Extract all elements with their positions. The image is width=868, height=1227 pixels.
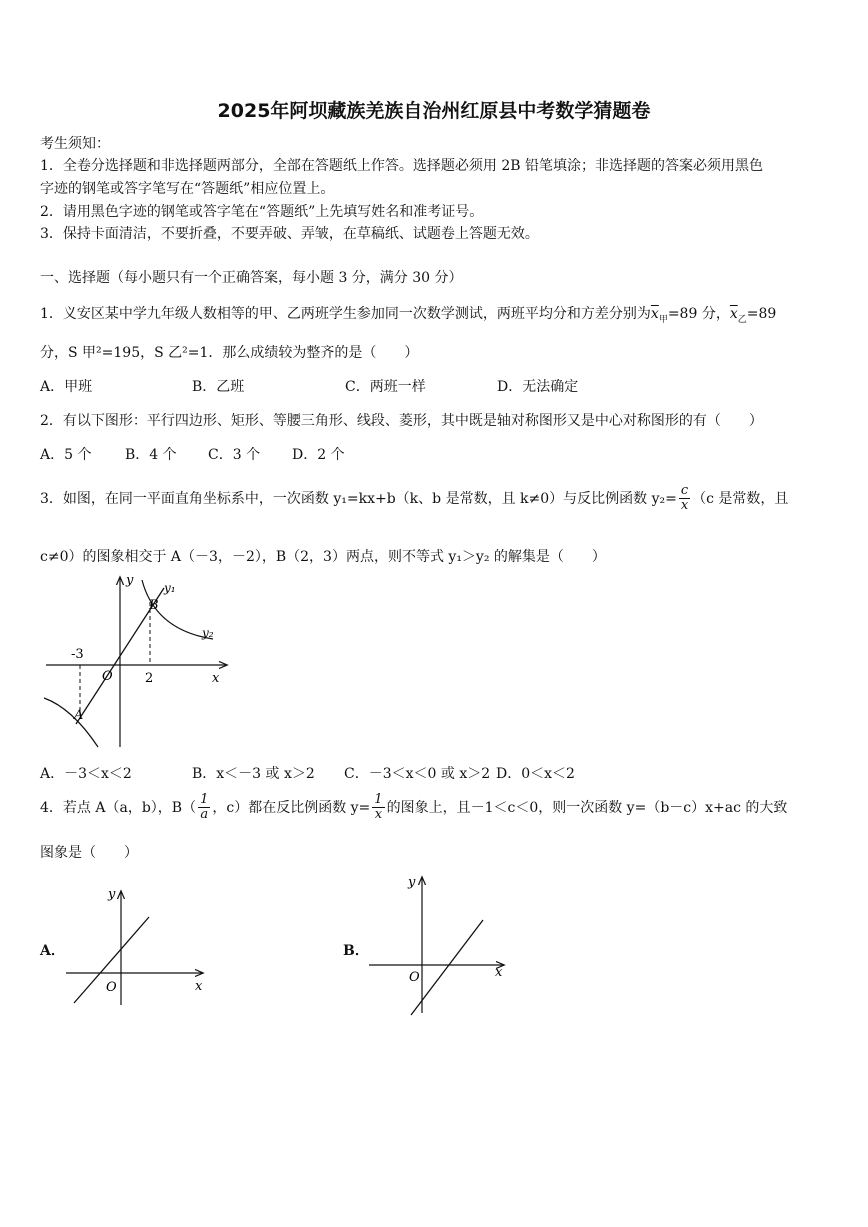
q3-line2: c≠0）的图象相交于 A（－3，－2），B（2，3）两点，则不等式 y₁＞y₂ 的解集是（ ） — [40, 549, 606, 565]
fig-label-y2: y₂ — [202, 626, 214, 640]
q4-option-a-label: A． — [40, 943, 65, 959]
q3-option-c: C．－3＜x＜0 或 x＞2 — [344, 766, 491, 782]
q1-option-a: A．甲班 — [40, 379, 93, 395]
fig-label-y1: y₁ — [164, 581, 176, 595]
hyperbola-y2-left — [44, 698, 98, 747]
notice-item-2: 2．请用黑色字迹的钢笔或答字笔在“答题纸”上先填写姓名和准考证号。 — [40, 204, 484, 220]
notice-item-3: 3．保持卡面清洁，不要折叠，不要弄破、弄皱，在草稿纸、试题卷上答题无效。 — [40, 226, 539, 242]
q3-fraction: $\frac{c}{x}$ — [680, 483, 689, 514]
q1-option-c: C．两班一样 — [345, 379, 426, 395]
q4-fraction-1: $\frac{1}{a}$ — [200, 792, 209, 823]
q1-sub-yi: 乙 — [737, 314, 747, 325]
q4-option-b-label: B． — [343, 943, 369, 959]
q3-option-d: D．0＜x＜2 — [496, 766, 575, 782]
notice-item-1a: 1．全卷分选择题和非选择题两部分，全部在答题纸上作答。选择题必须用 2B 铅笔填涂；非选择题的答案必须用黑色 — [40, 158, 763, 174]
q3-line1 — [40, 484, 788, 514]
fig-tick-neg3: -3 — [71, 647, 84, 662]
q1-option-b: B．乙班 — [192, 379, 245, 395]
q1-sub-jia: 甲 — [658, 314, 668, 325]
graph-b-label-origin: O — [409, 970, 420, 985]
q2-option-d: D．2 个 — [292, 447, 345, 463]
graph-a-label-x: x — [195, 979, 203, 994]
page-title: 2025年阿坝藏族羌族自治州红原县中考数学猜题卷 — [217, 100, 651, 122]
fig-label-b: B — [149, 598, 159, 613]
q1-text-a: 1．义安区某中学九年级人数相等的甲、乙两班学生参加同一次数学测试，两班平均分和方差分别为 — [40, 306, 651, 322]
notice-item-1b: 字迹的钢笔或答字笔写在“答题纸”相应位置上。 — [40, 181, 335, 197]
q2-option-b: B．4 个 — [125, 447, 177, 463]
q3-option-a: A．－3＜x＜2 — [40, 766, 132, 782]
q3-text-a: 3．如图，在同一平面直角坐标系中，一次函数 y₁=kx+b（k、b 是常数，且 k≠0）与反比例函数 y₂= — [40, 490, 677, 507]
q2-text: 2．有以下图形：平行四边形、矩形、等腰三角形、线段、菱形，其中既是轴对称图形又是中心对称图形的有（ ） — [40, 413, 763, 429]
q4-line2: 图象是（ ） — [40, 845, 138, 861]
q3-figure — [38, 572, 238, 752]
fig-label-y: y — [126, 573, 134, 588]
q4-text-b: ，c）都在反比例函数 y= — [212, 799, 371, 816]
q4-fraction-2: $\frac{1}{x}$ — [374, 792, 383, 823]
fig-label-origin: O — [102, 669, 113, 684]
q4-text-c: 的图象上，且－1＜c＜0，则一次函数 y=（b－c）x+ac 的大致 — [386, 799, 788, 816]
q3-option-b: B．x＜－3 或 x＞2 — [192, 766, 315, 782]
q2-option-c: C．3 个 — [208, 447, 261, 463]
q4-graph-b — [365, 868, 525, 1018]
notice-heading: 考生须知： — [40, 136, 110, 152]
graph-a-label-origin: O — [106, 980, 117, 995]
q1-eq2: =89 — [746, 306, 777, 322]
q2-option-a: A．5 个 — [40, 447, 92, 463]
graph-b-label-x: x — [495, 965, 503, 980]
q1-mean-symbol-2: $\overline{x}$ — [729, 306, 738, 322]
section-heading: 一、选择题（每小题只有一个正确答案，每小题 3 分，满分 30 分） — [40, 270, 463, 286]
q1-line2: 分，S 甲²=195，S 乙²=1．那么成绩较为整齐的是（ ） — [40, 345, 419, 361]
fig-label-x: x — [212, 671, 220, 686]
q3-text-b: （c 是常数，且 — [692, 490, 789, 507]
q4-line1 — [40, 793, 787, 823]
fig-tick-2: 2 — [145, 671, 154, 686]
q1-mean-symbol: $\overline{x}$ — [650, 306, 659, 322]
q1-line1 — [40, 303, 776, 325]
q1-option-d: D．无法确定 — [497, 379, 579, 395]
q4-text-a: 4．若点 A（a，b），B（ — [40, 799, 197, 816]
fig-label-a: A — [74, 708, 84, 723]
graph-b-label-y: y — [408, 875, 416, 890]
graph-a-label-y: y — [108, 887, 116, 902]
q1-eq1: =89 分， — [667, 306, 730, 322]
q4-graph-a — [62, 880, 222, 1010]
